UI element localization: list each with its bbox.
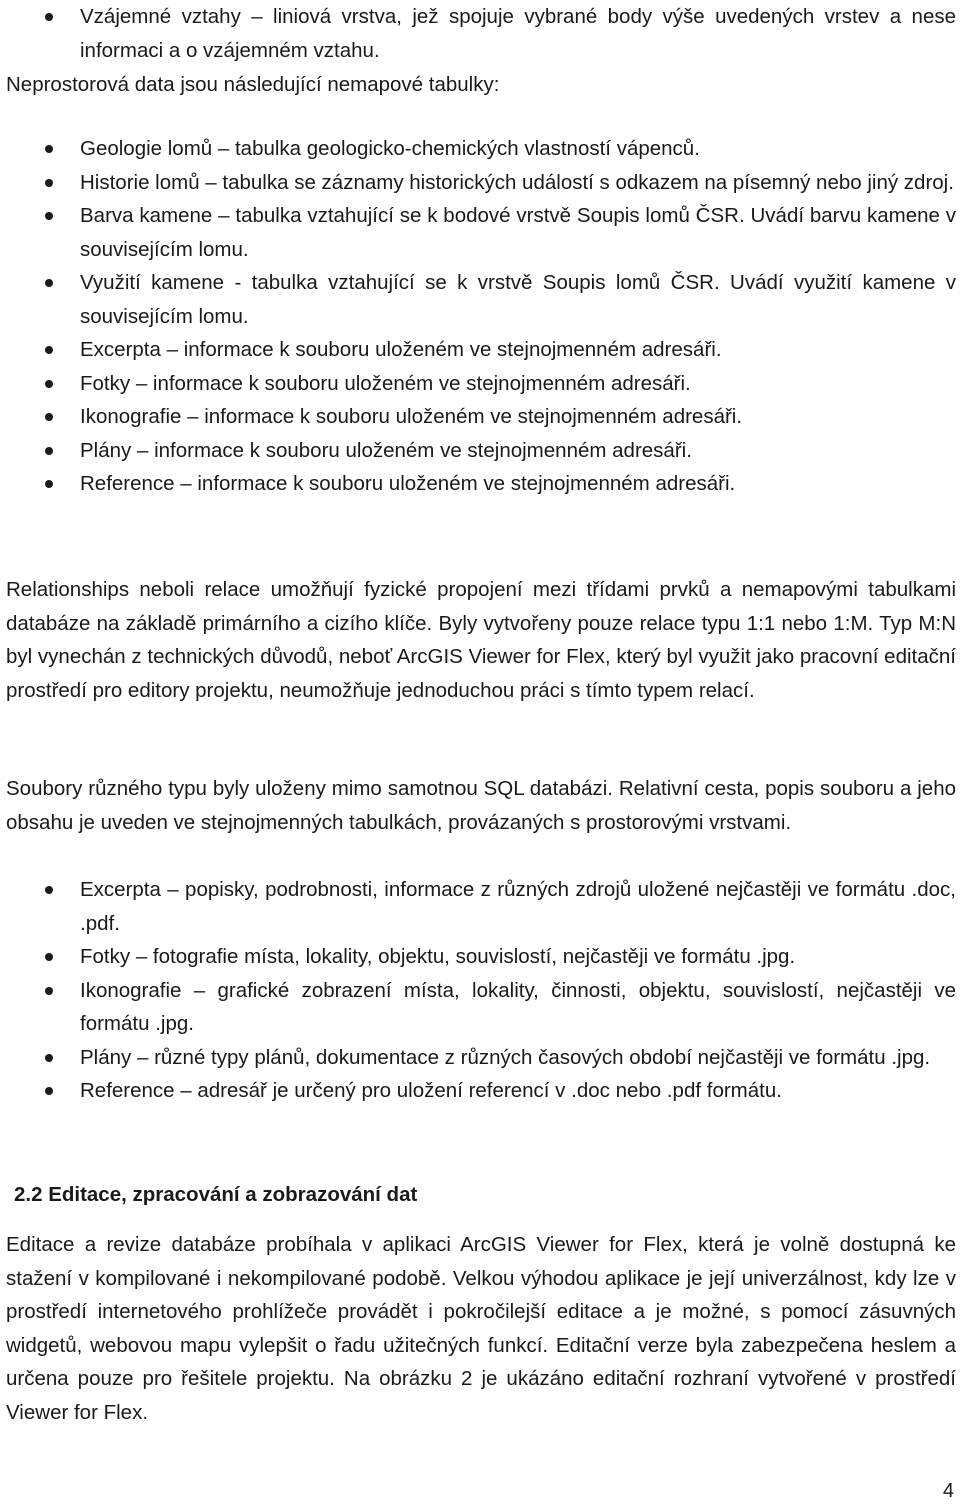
list-item: Fotky – informace k souboru uloženém ve stejnojmenném adresáři. — [6, 367, 956, 401]
section-paragraph: Editace a revize databáze probíhala v aplikaci ArcGIS Viewer for Flex, která je volně dostupná ke stažení v kompilované i nekompilované podobě. Velkou výhodou aplikace je její univerzálnost, kdy lze v prostředí internetového prohlížeče provádět i pokročilejší editace a je možné, s pomocí zásuvných widgetů, webovou mapu vylepšit o řadu užitečných funkcí. Editační verze byla zabezpečena heslem a určena pouze pro řešitele projektu. Na obrázku 2 je ukázáno editační rozhraní vytvořené v prostředí Viewer for Flex. — [6, 1233, 956, 1424]
bullet-icon — [45, 346, 53, 354]
bullet-icon — [45, 447, 53, 455]
list-item: Reference – informace k souboru uloženém ve stejnojmenném adresáři. — [6, 467, 956, 501]
relationships-paragraph: Relationships neboli relace umožňují fyzické propojení mezi třídami prvků a nemapovými tabulkami databáze na základě primárního a cizího klíče. Byly vytvořeny pouze relace typu 1:1 nebo 1:M. Typ M:N byl vynechán z technických důvodů, neboť ArcGIS Viewer for Flex, který byl využit jako pracovní editační prostředí pro editory projektu, neumožňuje jednoduchou práci s tímto typem relací. — [6, 578, 956, 702]
bullet-icon — [45, 413, 53, 421]
list-item: Barva kamene – tabulka vztahující se k bodové vrstvě Soupis lomů ČSR. Uvádí barvu kamene v souvisejícím lomu. — [6, 199, 956, 266]
bullet-icon — [45, 212, 53, 220]
list-item: Reference – adresář je určený pro uložení referencí v .doc nebo .pdf formátu. — [6, 1074, 956, 1108]
list-item: Ikonografie – grafické zobrazení místa, lokality, činnosti, objektu, souvislostí, nejčastěji ve formátu .jpg. — [6, 974, 956, 1041]
bullet-icon — [45, 145, 53, 153]
bullet-icon — [45, 1054, 53, 1062]
bullet-icon — [45, 953, 53, 961]
list-item: Fotky – fotografie místa, lokality, objektu, souvislostí, nejčastěji ve formátu .jpg. — [6, 940, 956, 974]
layer-list-continued — [6, 0, 956, 67]
list-item: Ikonografie – informace k souboru uloženém ve stejnojmenném adresáři. — [6, 400, 956, 434]
list-item: Využití kamene - tabulka vztahující se k vrstvě Soupis lomů ČSR. Uvádí využití kamene v souvisejícím lomu. — [6, 266, 956, 333]
list-item: Vzájemné vztahy – liniová vrstva, jež spojuje vybrané body výše uvedených vrstev a nese informaci a o vzájemném vztahu. — [6, 0, 956, 67]
bullet-icon — [45, 1087, 53, 1095]
page-number: 4 — [942, 1480, 954, 1502]
list-item: Plány – informace k souboru uloženém ve stejnojmenném adresáři. — [6, 434, 956, 468]
bullet-icon — [45, 987, 53, 995]
bullet-icon — [45, 179, 53, 187]
nonspatial-intro: Neprostorová data jsou následující nemapové tabulky: — [6, 73, 500, 96]
list-item: Historie lomů – tabulka se záznamy historických událostí s odkazem na písemný nebo jiný zdroj. — [6, 166, 956, 200]
files-intro-paragraph: Soubory různého typu byly uloženy mimo samotnou SQL databázi. Relativní cesta, popis souboru a jeho obsahu je uveden ve stejnojmenných tabulkách, provázaných s prostorovými vrstvami. — [6, 777, 956, 834]
list-item: Plány – různé typy plánů, dokumentace z různých časových období nejčastěji ve formátu .jpg. — [6, 1041, 956, 1075]
bullet-icon — [45, 380, 53, 388]
files-list — [6, 873, 956, 1108]
section-heading: 2.2 Editace, zpracování a zobrazování dat — [14, 1183, 418, 1206]
nonspatial-list — [6, 132, 956, 501]
bullet-icon — [45, 13, 53, 21]
list-item: Excerpta – popisky, podrobnosti, informace z různých zdrojů uložené nejčastěji ve formátu .doc, .pdf. — [6, 873, 956, 940]
bullet-icon — [45, 480, 53, 488]
bullet-icon — [45, 886, 53, 894]
list-item: Excerpta – informace k souboru uloženém ve stejnojmenném adresáři. — [6, 333, 956, 367]
bullet-icon — [45, 279, 53, 287]
list-item: Geologie lomů – tabulka geologicko-chemických vlastností vápenců. — [6, 132, 956, 166]
